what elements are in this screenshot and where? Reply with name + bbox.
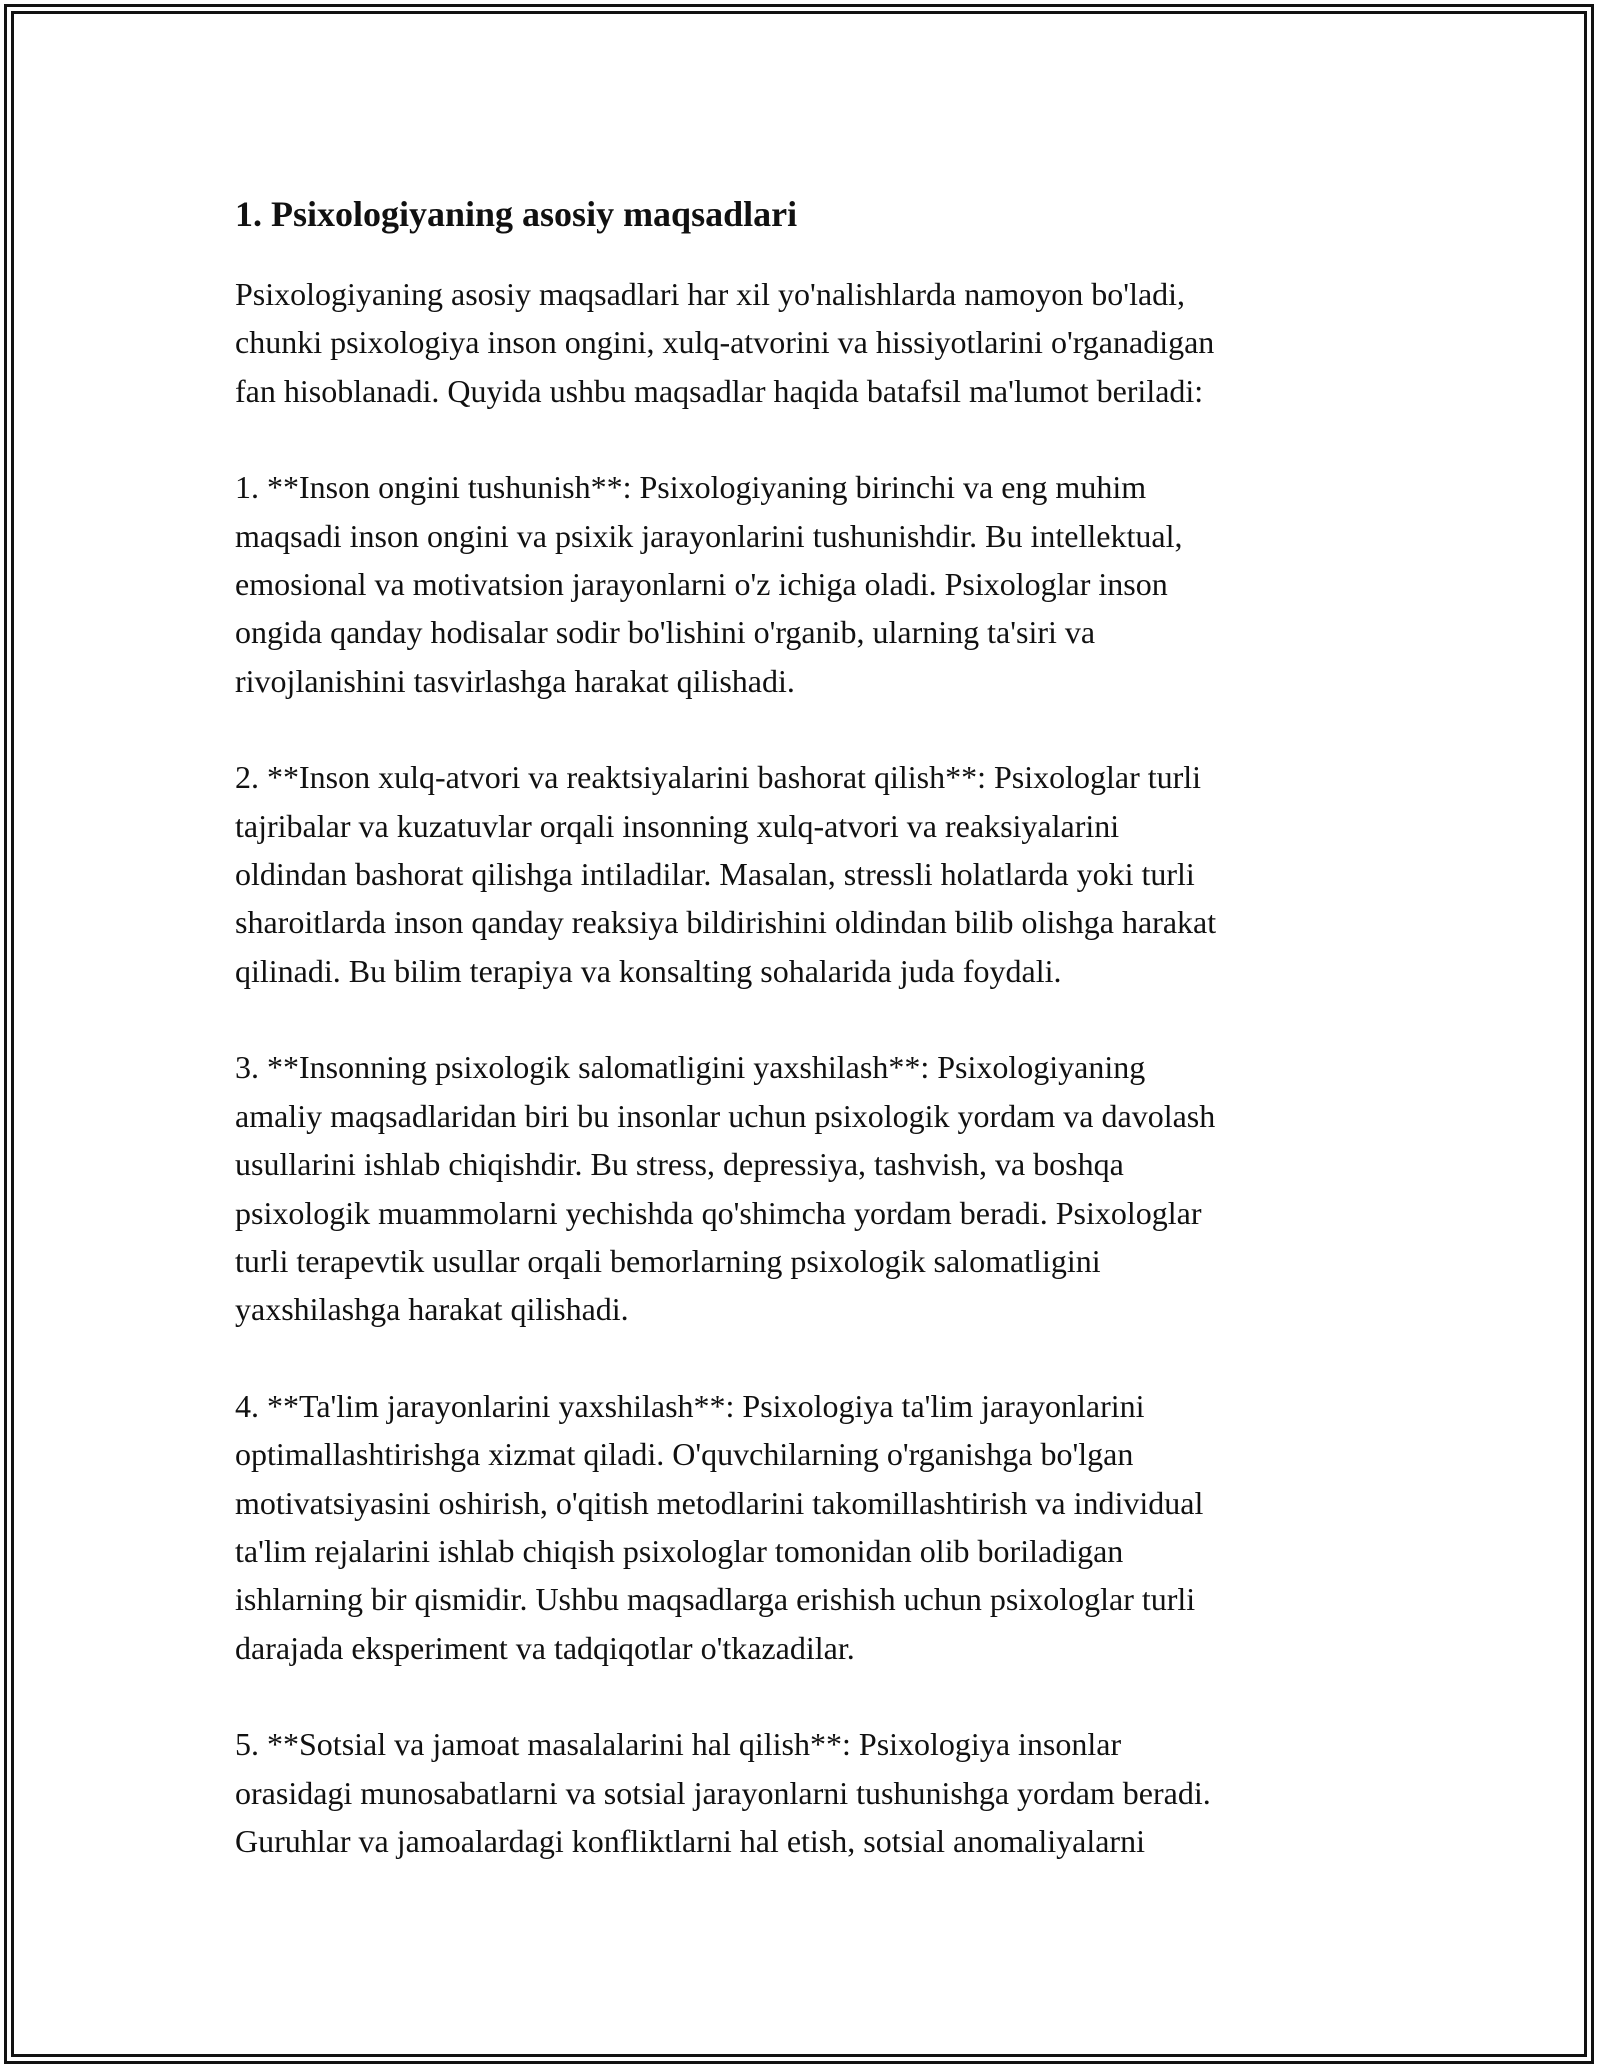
paragraph-line: darajada eksperiment va tadqiqotlar o'tkazadilar. (235, 1629, 855, 1666)
paragraph-line: 5. **Sotsial va jamoat masalalarini hal qilish**: Psixologiya insonlar (235, 1726, 1122, 1763)
goal-paragraph-3 (235, 1043, 1375, 1333)
section-title: 1. Psixologiyaning asosiy maqsadlari (235, 194, 798, 234)
document-page (235, 188, 1375, 1913)
paragraph-line: Guruhlar va jamoalardagi konfliktlarni hal etish, sotsial anomaliyalarni (235, 1822, 1145, 1859)
paragraph-line: sharoitlarda inson qanday reaksiya bildirishini oldindan bilib olishga harakat (235, 904, 1217, 941)
paragraph-line: psixologik muammolarni yechishda qo'shimcha yordam beradi. Psixologlar (235, 1194, 1202, 1231)
paragraph-line: Psixologiyaning asosiy maqsadlari har xil yo'nalishlarda namoyon bo'ladi, (235, 276, 1186, 312)
paragraph-line: ongida qanday hodisalar sodir bo'lishini o'rganib, ularning ta'siri va (235, 614, 1096, 651)
paragraph-line: usullarini ishlab chiqishdir. Bu stress, depressiya, tashvish, va boshqa (235, 1146, 1124, 1183)
paragraph-line: tajribalar va kuzatuvlar orqali insonning xulq-atvori va reaksiyalarini (235, 807, 1120, 844)
goal-paragraph-4 (235, 1382, 1375, 1672)
paragraph-line: optimallashtirishga xizmat qiladi. O'quvchilarning o'rganishga bo'lgan (235, 1436, 1134, 1473)
goal-paragraph-5 (235, 1720, 1375, 1865)
paragraph-line: maqsadi inson ongini va psixik jarayonlarini tushunishdir. Bu intellektual, (235, 517, 1183, 554)
paragraph-line: amaliy maqsadlaridan biri bu insonlar uchun psixologik yordam va davolash (235, 1097, 1216, 1134)
paragraph-line: emosional va motivatsion jarayonlarni o'z ichiga oladi. Psixologlar inson (235, 566, 1168, 603)
paragraph-line: 1. **Inson ongini tushunish**: Psixologiyaning birinchi va eng muhim (235, 469, 1147, 506)
paragraph-line: orasidagi munosabatlarni va sotsial jarayonlarni tushunishga yordam beradi. (235, 1774, 1211, 1811)
goal-paragraph-2 (235, 753, 1375, 995)
paragraph-line: fan hisoblanadi. Quyida ushbu maqsadlar haqida batafsil ma'lumot beriladi: (235, 372, 1204, 409)
paragraph-line: qilinadi. Bu bilim terapiya va konsalting sohalarida juda foydali. (235, 952, 1062, 989)
paragraph-line: 4. **Ta'lim jarayonlarini yaxshilash**: Psixologiya ta'lim jarayonlarini (235, 1387, 1145, 1424)
paragraph-line: chunki psixologiya inson ongini, xulq-atvorini va hissiyotlarini o'rganadigan (235, 324, 1215, 361)
paragraph-line: 2. **Inson xulq-atvori va reaktsiyalarini bashorat qilish**: Psixologlar turli (235, 759, 1202, 796)
paragraph-line: ta'lim rejalarini ishlab chiqish psixologlar tomonidan olib boriladigan (235, 1532, 1124, 1569)
paragraph-line: 3. **Insonning psixologik salomatligini yaxshilash**: Psixologiyaning (235, 1049, 1146, 1086)
paragraph-line: oldindan bashorat qilishga intiladilar. Masalan, stressli holatlarda yoki turli (235, 856, 1195, 893)
paragraph-line: turli terapevtik usullar orqali bemorlarning psixologik salomatligini (235, 1242, 1101, 1279)
paragraph-line: yaxshilashga harakat qilishadi. (235, 1291, 629, 1328)
paragraph-line: rivojlanishini tasvirlashga harakat qilishadi. (235, 662, 795, 699)
goal-paragraph-1 (235, 463, 1375, 705)
paragraph-line: motivatsiyasini oshirish, o'qitish metodlarini takomillashtirish va individual (235, 1484, 1204, 1521)
paragraph-line: ishlarning bir qismidir. Ushbu maqsadlarga erishish uchun psixologlar turli (235, 1581, 1196, 1618)
intro-paragraph (235, 270, 1375, 415)
